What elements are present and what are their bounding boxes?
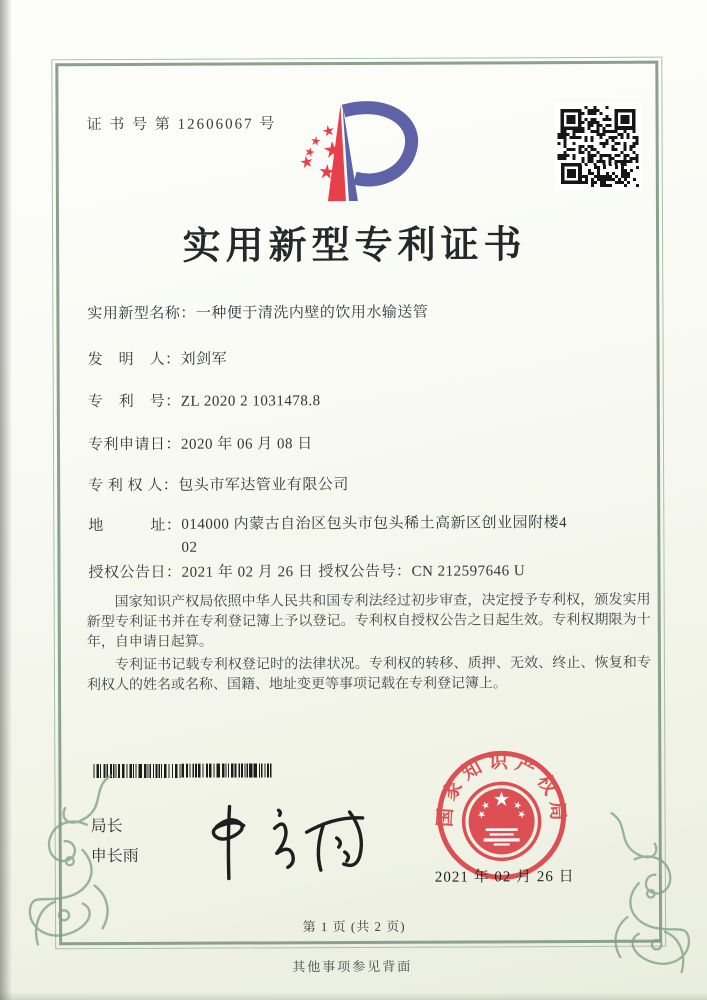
field-row-grant-date [88,560,526,582]
field-row-patentee [88,473,349,495]
field-row-filing-date [88,432,313,454]
back-note: 其他事项参见背面 [292,958,413,975]
legal-text [87,591,651,699]
page-title: 实用新型专利证书 [182,224,527,268]
director-name: 申长雨 [90,847,139,866]
legal-paragraph: 专利证书记载专利权登记时的法律状况。专利权的转移、质押、无效、终止、恢复和专利权人的姓名或名称、国籍、地址变更等事项记载在专利登记簿上。 [86,655,651,694]
field-value: 刘剑军 [180,351,228,368]
field-label: 专利申请日： [87,436,182,454]
field-value: 2020 年 06 月 08 日 [180,436,313,453]
field-label: 实用新型名称： [87,305,196,323]
field-row-inventor [88,348,228,370]
seal-date: 2021 年 02 月 26 日 [434,869,575,886]
photo-edge-shadow-bottom [0,992,707,1000]
corner-ornament-left-icon [23,773,120,951]
qr-code-icon [554,103,641,190]
field-label: 地 址： [88,517,182,535]
field-label: 专 利 号： [87,393,181,411]
certificate-number: 证 书 号 第 12606067 号 [86,116,277,134]
field-row-address [88,512,650,560]
seal-ring-text: 国家知识产权局 [434,751,569,828]
field-label: 专 利 权 人： [88,477,179,495]
field-label: 授权公告号： [318,563,412,581]
corner-ornament-right-icon [594,810,705,978]
field-row-name [87,301,428,323]
director-signature-icon [186,790,386,891]
barcode-icon [93,763,274,779]
field-value: 包头市军达管业有限公司 [178,477,349,494]
field-value: CN 212597646 U [411,563,526,580]
field-label: 发 明 人： [87,351,181,369]
photo-edge-shadow [0,0,12,1000]
director-title: 局长 [90,818,123,836]
field-row-patent-no [88,389,321,411]
legal-paragraph: 国家知识产权局依照中华人民共和国专利法经过初步审查，决定授予专利权，颁发实用新型专利证书并在专利登记簿上予以登记。专利权自授权公告之日起生效。专利权期限为十年，自申请日起算。 [86,592,651,651]
field-label: 授权公告日： [88,564,182,582]
field-value: 一种便于清洗内壁的饮用水输送管 [195,304,429,322]
page-number: 第 1 页 (共 2 页) [302,918,406,935]
field-value: 2021 年 02 月 26 日 [181,564,314,581]
field-value: ZL 2020 2 1031478.8 [180,393,321,410]
cnipa-logo-icon [277,99,437,208]
field-row-grant-no [318,559,525,581]
field-value: 014000 内蒙古自治区包头市包头稀土高新区创业园附楼4 02 [181,515,568,556]
